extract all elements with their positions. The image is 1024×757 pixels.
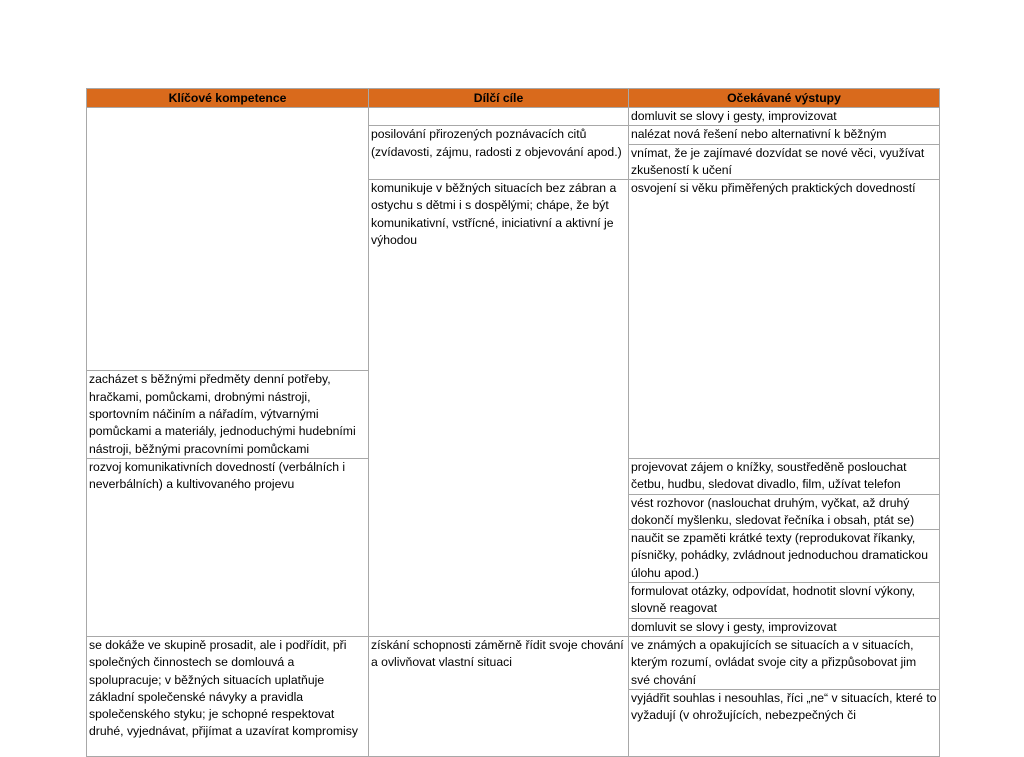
- header-goals: Dílčí cíle: [369, 89, 629, 108]
- output-cell: vyjádřit souhlas i nesouhlas, říci „ne“ v situacích, které to vyžadují (v ohrožujících, nebezpečných či: [629, 689, 940, 756]
- goal-cell: získání schopnosti záměrně řídit svoje chování a ovlivňovat vlastní situaci: [369, 636, 629, 756]
- competence-cell: se dokáže ve skupině prosadit, ale i podřídit, při společných činnostech se domlouvá a spolupracuje; v běžných situacích uplatňuje základní společenské návyky a pravidla společenského styku; je schopné respektovat druhé, vyjednávat, přijímat a uzavírat kompromisy: [87, 636, 369, 756]
- output-cell: zacházet s běžnými předměty denní potřeby, hračkami, pomůckami, drobnými nástroji, sportovním náčiním a nářadím, výtvarnými pomůckami a materiály, jednoduchými hudebními nástroji, běžnými pracovními pomůckami: [87, 371, 369, 458]
- goal-cell: posilování přirozených poznávacích citů (zvídavosti, zájmu, radosti z objevování apod.): [369, 126, 629, 180]
- goal-cell: [369, 108, 629, 126]
- output-cell: ve známých a opakujících se situacích a v situacích, kterým rozumí, ovládat svoje city a přizpůsobovat jim své chování: [629, 636, 940, 689]
- output-cell: naučit se zpaměti krátké texty (reprodukovat říkanky, písničky, pohádky, zvládnout jednoduchou dramatickou úlohu apod.): [629, 530, 940, 583]
- header-row: [87, 89, 940, 108]
- header-competences: Klíčové kompetence: [87, 89, 369, 108]
- competence-cell: [87, 108, 369, 371]
- goal-cell: rozvoj komunikativních dovedností (verbálních i neverbálních) a kultivovaného projevu: [87, 458, 369, 636]
- output-cell: domluvit se slovy i gesty, improvizovat: [629, 108, 940, 126]
- output-cell: domluvit se slovy i gesty, improvizovat: [629, 618, 940, 636]
- table-row: [87, 108, 940, 126]
- table-row: [87, 636, 940, 689]
- competence-cell: komunikuje v běžných situacích bez zábran a ostychu s dětmi i s dospělými; chápe, že být komunikativní, vstřícné, iniciativní a aktivní je výhodou: [369, 180, 629, 637]
- header-outputs: Očekávané výstupy: [629, 89, 940, 108]
- output-cell: formulovat otázky, odpovídat, hodnotit slovní výkony, slovně reagovat: [629, 583, 940, 619]
- output-cell: vést rozhovor (naslouchat druhým, vyčkat, až druhý dokončí myšlenku, sledovat řečníka i obsah, ptát se): [629, 494, 940, 530]
- output-cell: projevovat zájem o knížky, soustředěně poslouchat četbu, hudbu, sledovat divadlo, film, užívat telefon: [629, 458, 940, 494]
- goal-cell: osvojení si věku přiměřených praktických dovedností: [629, 180, 940, 459]
- output-cell: nalézat nová řešení nebo alternativní k běžným: [629, 126, 940, 144]
- output-cell: vnímat, že je zajímavé dozvídat se nové věci, využívat zkušeností k učení: [629, 144, 940, 180]
- curriculum-table: [86, 88, 940, 757]
